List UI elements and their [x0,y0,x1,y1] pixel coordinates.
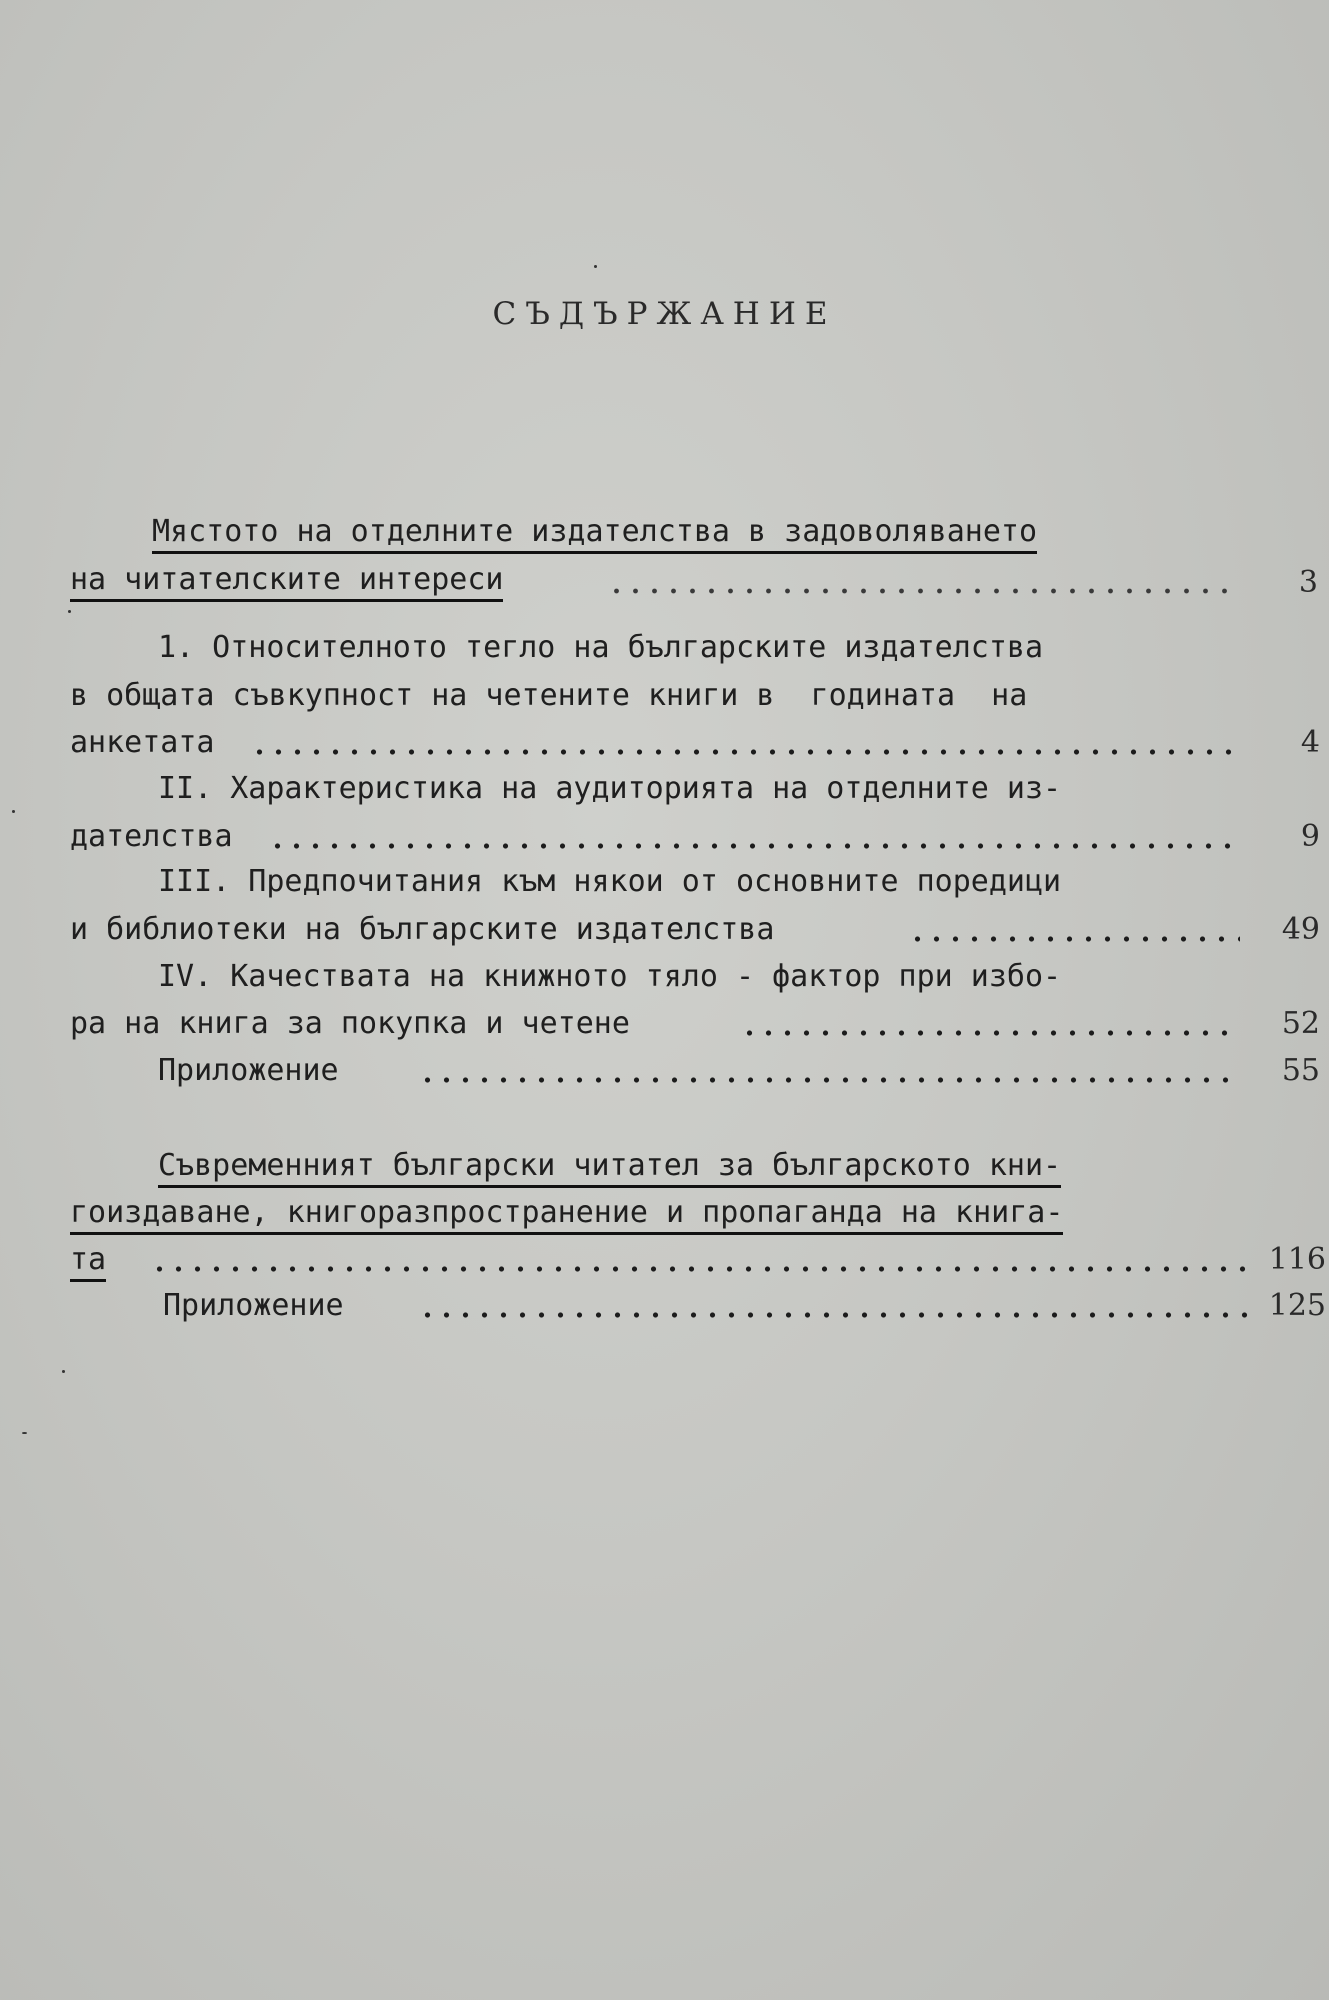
page-number: 3 [1298,565,1318,600]
paper-speck [594,265,597,268]
page-number: 4 [1300,725,1320,760]
entry1-line1: 1. Относителното тегло на българските издателства [158,630,1044,665]
entry3-line2: и библиотеки на българските издателства [70,912,775,947]
leader-dots [418,1312,1248,1318]
leader-dots [740,1030,1240,1036]
leader-dots [418,1077,1240,1083]
page-number: 116 [1268,1242,1326,1277]
section1-heading-line2: на читателските интереси [70,560,503,600]
paper-speck [62,1370,65,1373]
section1-heading-line1: Мястото на отделните издателства в задоволяването [152,512,1037,552]
paper-speck [22,1432,27,1434]
appendix-label: Приложение [158,1053,339,1088]
entry3-line1: III. Предпочитания към някои от основните поредици [158,864,1062,899]
leader-dots [250,749,1240,755]
section2-heading-line3: та [70,1240,106,1280]
entry1-line2: в общата съвкупност на четените книги в годината на [70,678,1028,713]
section2-heading-line2: гоиздаване, книгоразпространение и пропаганда на книга- [70,1193,1063,1233]
paper-speck [12,810,15,813]
paper-speck [68,610,71,613]
page-number: 49 [1281,912,1320,947]
page-title: СЪДЪРЖАНИЕ [492,296,837,332]
entry4-line1: IV. Качествата на книжното тяло - фактор при избо- [158,959,1062,994]
leader-dots [150,1266,1250,1272]
entry2-line1: II. Характеристика на аудиторията на отделните из- [158,771,1062,806]
entry1-line3: анкетата [70,725,215,760]
page-number: 55 [1281,1053,1320,1088]
entry2-line2: дателства [70,819,233,854]
leader-dots [268,843,1240,849]
page-number: 125 [1268,1288,1326,1323]
leader-dots [607,588,1237,594]
appendix-label: Приложение [163,1288,344,1323]
page-number: 52 [1281,1006,1320,1041]
section2-heading-line1: Съвременният български читател за българското кни- [158,1146,1061,1186]
entry4-line2: ра на книга за покупка и четене [70,1006,630,1041]
page-number: 9 [1300,819,1320,854]
leader-dots [908,936,1240,942]
